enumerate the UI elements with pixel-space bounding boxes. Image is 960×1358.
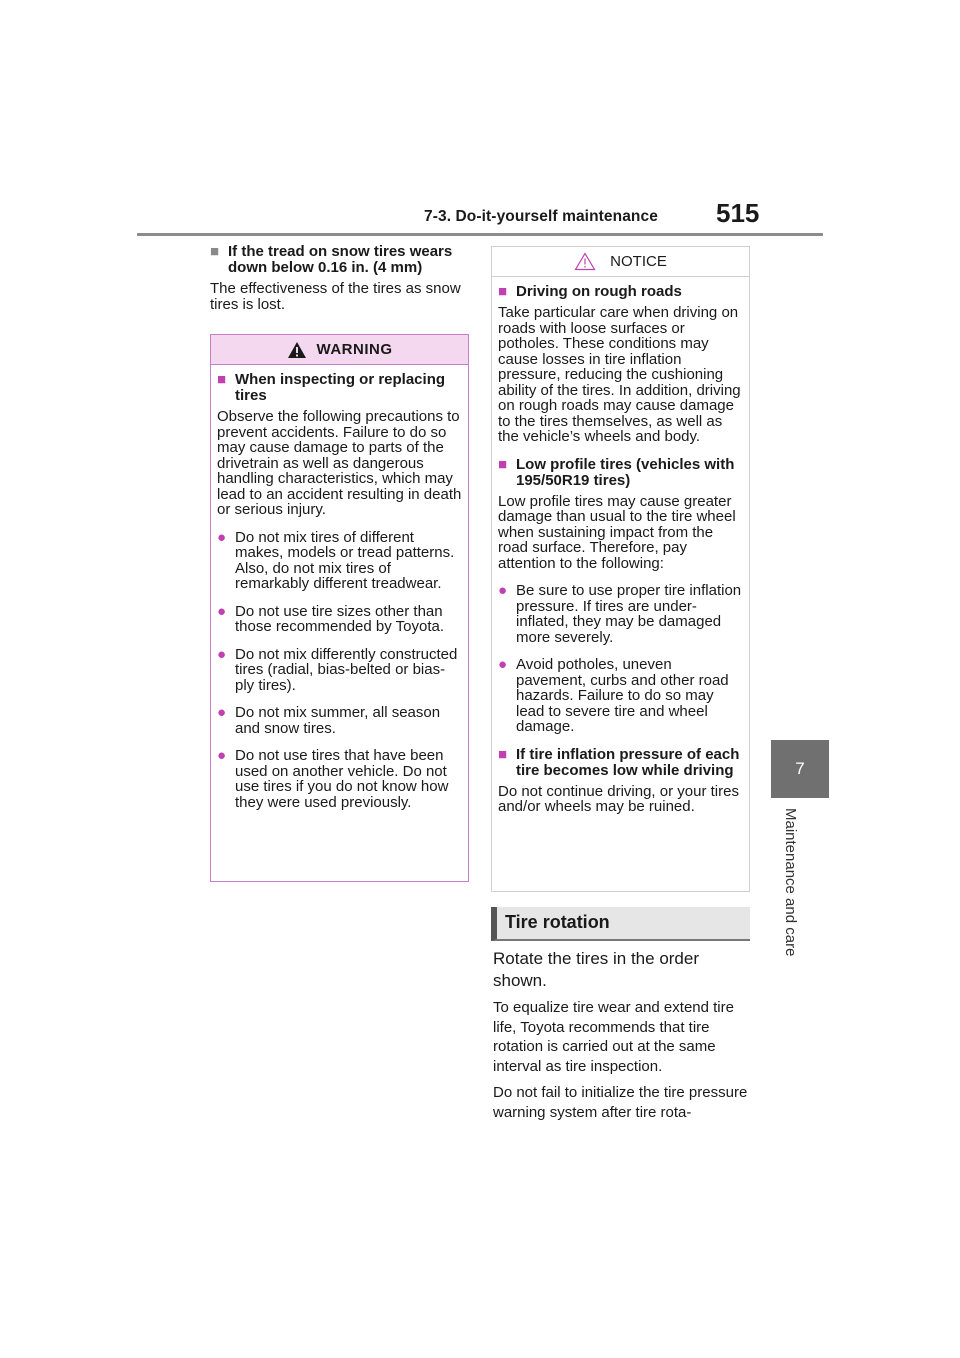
low-pressure-text: Do not continue driving, or your tires and/or wheels may be ruined. (498, 782, 739, 815)
list-item: ● Do not mix differently constructed tires (radial, bias-belted or bias-ply tires). (217, 645, 458, 694)
rough-roads-text: Take particular care when driving on roads with loose surfaces or potholes. These conditions may cause losses in tire inflation pressure, reducing the cushioning ability of the tires. In addition, driving on rough roads may cause damage to the tires themselves, as well as the vehicle’s wheels and body. (498, 304, 741, 445)
list-item: ● Avoid potholes, uneven pavement, curbs and other road hazards. Failure to do so may lead to severe tire and wheel damage. (498, 656, 729, 735)
bullet-dot-icon: ● (498, 582, 508, 599)
rough-roads-heading: ■ Driving on rough roads (498, 283, 682, 300)
bullet-dot-icon: ● (217, 747, 227, 764)
tire-rotation-lead: Rotate the tires in the order shown. (493, 949, 700, 990)
tire-rotation-paragraph-2: Do not fail to initialize the tire pressure warning system after tire rota- (493, 1084, 748, 1121)
list-item: ● Do not use tire sizes other than those recommended by Toyota. (217, 602, 445, 635)
snow-tires-text: The effectiveness of the tires as snow tires is lost. (210, 280, 461, 313)
list-item: ● Be sure to use proper tire inflation pressure. If tires are under-inflated, they may be damaged more severely. (498, 582, 742, 646)
notice-header (492, 247, 749, 277)
chapter-tab[interactable] (771, 740, 829, 798)
warning-intro: Observe the following precautions to prevent accidents. Failure to do so may cause damage to parts of the drivetrain as well as dangerous handling characteristics, which may lead to an accident resulting in death or serious injury. (217, 408, 462, 518)
list-item: ● Do not use tires that have been used on another vehicle. Do not use tires if you do not know how they were used previously. (217, 747, 449, 811)
square-bullet-icon: ■ (498, 745, 508, 763)
warning-heading: ■ When inspecting or replacing tires (217, 371, 446, 404)
warning-box (210, 334, 469, 882)
snow-tires-heading: ■ If the tread on snow tires wears down below 0.16 in. (4 mm) (210, 243, 453, 276)
chapter-label (781, 808, 801, 978)
notice-title: NOTICE (610, 253, 667, 270)
low-profile-heading: ■ Low profile tires (vehicles with 195/50R19 tires) (498, 455, 735, 489)
chapter-label-text: Maintenance and care (782, 808, 799, 957)
bullet-dot-icon: ● (217, 602, 227, 620)
low-profile-text: Low profile tires may cause greater damage than usual to the tire wheel when sustaining impact from the road surface. Therefore, pay attention to the following: (498, 492, 736, 572)
list-item: ● Do not mix tires of different makes, models or tread patterns. Also, do not mix tires of remarkably different treadwear. (217, 528, 455, 592)
warning-triangle-icon (287, 341, 307, 359)
page-number: 515 (716, 198, 760, 228)
bullet-dot-icon: ● (217, 645, 227, 663)
tire-rotation-heading: Tire rotation (491, 907, 750, 941)
section-title: 7-3. Do-it-yourself maintenance (424, 208, 658, 225)
chapter-number: 7 (795, 759, 805, 778)
square-bullet-icon: ■ (498, 455, 508, 473)
low-pressure-heading: ■ If tire inflation pressure of each tire becomes low while driving (498, 745, 740, 779)
header-divider (137, 233, 823, 236)
snow-tires-section (210, 244, 470, 312)
bullet-dot-icon: ● (217, 528, 227, 546)
square-bullet-icon: ■ (217, 371, 227, 388)
warning-title: WARNING (316, 341, 393, 358)
square-bullet-icon: ■ (498, 283, 508, 300)
tire-rotation-paragraph-1: To equalize tire wear and extend tire life, Toyota recommends that tire rotation is carried out at the same interval as tire inspection. (493, 999, 734, 1075)
square-bullet-icon: ■ (210, 243, 220, 260)
warning-header (211, 335, 468, 365)
bullet-dot-icon: ● (217, 704, 227, 721)
notice-box (491, 246, 750, 892)
bullet-dot-icon: ● (498, 656, 508, 673)
caution-triangle-icon (574, 252, 596, 271)
list-item: ● Do not mix summer, all season and snow tires. (217, 704, 441, 737)
